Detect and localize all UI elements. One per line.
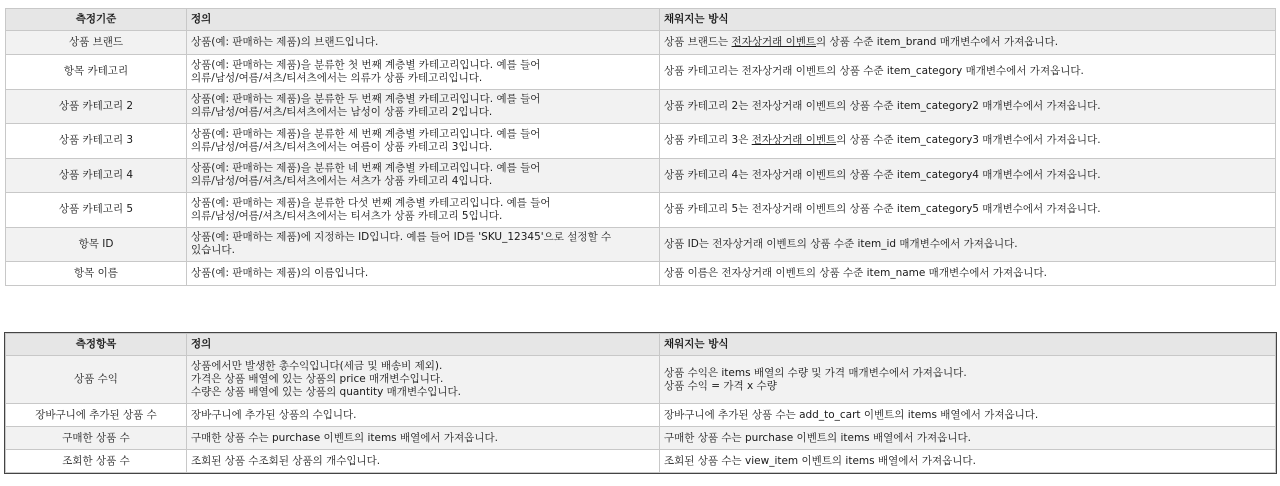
table-row	[6, 31, 1276, 55]
definition-line: 상품(예: 판매하는 제품)을 분류한 네 번째 계층별 카테고리입니다. 예를 들어	[191, 162, 541, 175]
method-text: 의 상품 수준 item_brand 매개변수에서 가져옵니다.	[816, 36, 1059, 48]
method-text: 상품 브랜드는	[664, 36, 732, 48]
dimensions-header-row	[6, 9, 1276, 31]
dimension-method	[660, 55, 1276, 90]
definition-line: 의류/남성/여름/셔츠/티셔츠에서는 셔츠가 상품 카테고리 4입니다.	[191, 175, 493, 188]
dimension-name: 상품 카테고리 4	[6, 158, 187, 193]
method-text: 상품 카테고리 4는 전자상거래 이벤트의 상품 수준 item_category4 매개변수에서 가져옵니다.	[664, 168, 1101, 181]
method-line: 구매한 상품 수는 purchase 이벤트의 items 배열에서 가져옵니다.	[664, 431, 971, 444]
dimension-name: 항목 카테고리	[6, 55, 187, 90]
method-text: 상품 카테고리 2는 전자상거래 이벤트의 상품 수준 item_category2 매개변수에서 가져옵니다.	[664, 99, 1101, 112]
header-definition: 정의	[187, 9, 660, 31]
dimension-method	[660, 158, 1276, 193]
header-method: 채워지는 방식	[660, 334, 1276, 356]
definition-line: 상품(예: 판매하는 제품)을 분류한 다섯 번째 계층별 카테고리입니다. 예를 들어	[191, 196, 551, 209]
dimension-definition	[187, 124, 660, 159]
dimension-name: 상품 카테고리 5	[6, 193, 187, 228]
definition-line: 있습니다.	[191, 244, 235, 257]
table-row	[6, 158, 1276, 193]
dimension-definition	[187, 31, 660, 55]
dimension-method	[660, 193, 1276, 228]
method-text: 상품 카테고리 3은	[664, 134, 752, 147]
metric-definition	[187, 450, 660, 473]
table-row	[6, 262, 1276, 286]
dimension-definition	[187, 89, 660, 124]
table-row	[6, 404, 1276, 427]
dimension-name: 상품 브랜드	[6, 31, 187, 55]
table-row	[6, 227, 1276, 262]
metric-name: 조회한 상품 수	[6, 450, 187, 473]
dimension-definition	[187, 55, 660, 90]
header-method: 채워지는 방식	[660, 9, 1276, 31]
dimension-name: 항목 이름	[6, 262, 187, 286]
definition-line: 구매한 상품 수는 purchase 이벤트의 items 배열에서 가져옵니다.	[191, 431, 498, 444]
ecommerce-event-link[interactable]: 전자상거래 이벤트	[751, 134, 837, 147]
definition-line: 수량은 상품 배열에 있는 상품의 quantity 매개변수입니다.	[191, 386, 461, 398]
dimension-method	[660, 227, 1276, 262]
dimensions-table	[5, 8, 1276, 286]
header-dimension: 측정기준	[6, 9, 187, 31]
table-row	[6, 55, 1276, 90]
dimension-method	[660, 262, 1276, 286]
metric-method	[660, 404, 1276, 427]
metrics-header-row	[6, 334, 1276, 356]
definition-line: 의류/남성/여름/셔츠/티셔츠에서는 티셔츠가 상품 카테고리 5입니다.	[191, 209, 503, 222]
definition-line: 상품에서만 발생한 총수익입니다(세금 및 배송비 제외).	[191, 360, 443, 372]
metric-definition	[187, 404, 660, 427]
dimension-name: 상품 카테고리 3	[6, 124, 187, 159]
dimension-method	[660, 89, 1276, 124]
method-text: 상품 카테고리 5는 전자상거래 이벤트의 상품 수준 item_category5 매개변수에서 가져옵니다.	[664, 203, 1101, 216]
metric-definition	[187, 356, 660, 404]
table-row	[6, 427, 1276, 450]
definition-line: 상품(예: 판매하는 제품)의 브랜드입니다.	[191, 36, 379, 48]
definition-line: 의류/남성/여름/셔츠/티셔츠에서는 여름이 상품 카테고리 3입니다.	[191, 140, 493, 153]
definition-line: 상품(예: 판매하는 제품)을 분류한 두 번째 계층별 카테고리입니다. 예를 들어	[191, 93, 541, 106]
definition-line: 의류/남성/여름/셔츠/티셔츠에서는 의류가 상품 카테고리입니다.	[191, 71, 483, 84]
dimension-definition	[187, 193, 660, 228]
metric-name: 구매한 상품 수	[6, 427, 187, 450]
table-row	[6, 356, 1276, 404]
method-line: 상품 수익 = 가격 x 수량	[664, 379, 777, 392]
dimension-name: 상품 카테고리 2	[6, 89, 187, 124]
header-metric: 측정항목	[6, 334, 187, 356]
definition-line: 장바구니에 추가된 상품의 수입니다.	[191, 408, 357, 421]
table-row	[6, 124, 1276, 159]
dimension-definition	[187, 227, 660, 262]
definition-line: 조회된 상품 수조회된 상품의 개수입니다.	[191, 454, 381, 467]
method-text: 상품 카테고리는 전자상거래 이벤트의 상품 수준 item_category 매개변수에서 가져옵니다.	[664, 65, 1084, 78]
metrics-table	[5, 333, 1276, 473]
table-row	[6, 89, 1276, 124]
definition-line: 의류/남성/여름/셔츠/티셔츠에서는 남성이 상품 카테고리 2입니다.	[191, 106, 493, 119]
metric-method	[660, 427, 1276, 450]
definition-line: 상품(예: 판매하는 제품)을 분류한 세 번째 계층별 카테고리입니다. 예를 들어	[191, 127, 541, 140]
definition-line: 상품(예: 판매하는 제품)의 이름입니다.	[191, 267, 369, 279]
method-text: 의 상품 수준 item_category3 매개변수에서 가져옵니다.	[836, 134, 1101, 147]
method-line: 조회된 상품 수는 view_item 이벤트의 items 배열에서 가져옵니다.	[664, 454, 976, 467]
header-definition: 정의	[187, 334, 660, 356]
table-row	[6, 193, 1276, 228]
ecommerce-event-link[interactable]: 전자상거래 이벤트	[731, 36, 817, 48]
dimension-definition	[187, 158, 660, 193]
method-line: 장바구니에 추가된 상품 수는 add_to_cart 이벤트의 items 배열에서 가져옵니다.	[664, 408, 1039, 421]
method-text: 상품 이름은 전자상거래 이벤트의 상품 수준 item_name 매개변수에서 가져옵니다.	[664, 267, 1047, 279]
dimension-name: 항목 ID	[6, 227, 187, 262]
metric-name: 상품 수익	[6, 356, 187, 404]
dimension-method	[660, 124, 1276, 159]
dimension-definition	[187, 262, 660, 286]
method-text: 상품 ID는 전자상거래 이벤트의 상품 수준 item_id 매개변수에서 가져옵니다.	[664, 237, 1018, 250]
metric-name: 장바구니에 추가된 상품 수	[6, 404, 187, 427]
table-row	[6, 450, 1276, 473]
metric-method	[660, 356, 1276, 404]
metric-definition	[187, 427, 660, 450]
metric-method	[660, 450, 1276, 473]
definition-line: 상품(예: 판매하는 제품)에 지정하는 ID입니다. 예를 들어 ID를 'SKU_12345'으로 설정할 수	[191, 231, 612, 244]
method-line: 상품 수익은 items 배열의 수량 및 가격 매개변수에서 가져옵니다.	[664, 366, 967, 379]
definition-line: 상품(예: 판매하는 제품)을 분류한 첫 번째 계층별 카테고리입니다. 예를 들어	[191, 58, 541, 71]
dimension-method	[660, 31, 1276, 55]
definition-line: 가격은 상품 배열에 있는 상품의 price 매개변수입니다.	[191, 373, 444, 385]
